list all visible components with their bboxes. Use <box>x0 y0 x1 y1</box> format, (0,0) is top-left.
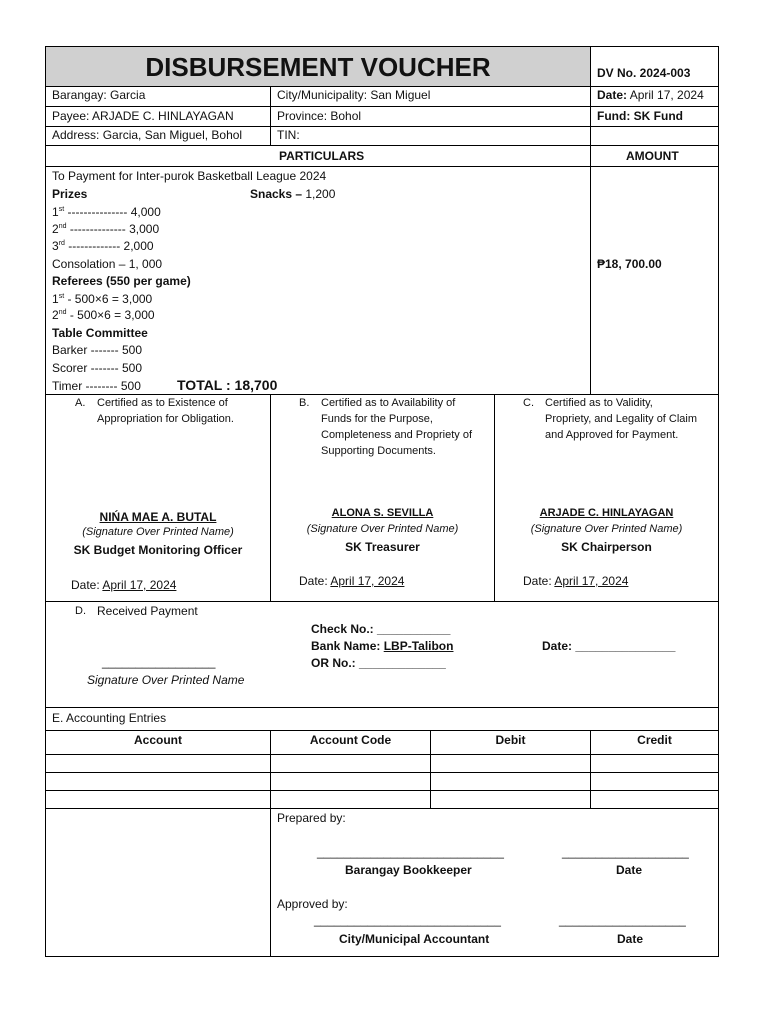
city-field: City/Municipality: San Miguel <box>277 88 431 102</box>
cert-b-text-1: Certified as to Availability of <box>321 397 456 409</box>
cert-b-text-4: Supporting Documents. <box>321 445 436 457</box>
prepared-by-label: Prepared by: <box>277 811 346 825</box>
prize-1-ordinal: 1 <box>52 205 59 219</box>
cert-a-sig-label: (Signature Over Printed Name) <box>82 526 234 538</box>
cert-b-letter: B. <box>299 397 310 409</box>
bank-name-label: Bank Name: <box>311 639 384 653</box>
cert-c-role: SK Chairperson <box>561 540 652 554</box>
particulars-heading: PARTICULARS <box>279 149 365 163</box>
cert-b-text-3: Completeness and Propriety of <box>321 429 473 441</box>
border-right <box>718 46 719 957</box>
cert-c-date-label: Date: <box>523 574 555 588</box>
col-credit: Credit <box>637 733 672 747</box>
table-committee-label: Table Committee <box>52 326 148 340</box>
cert-b-name: ALONA S. SEVILLA <box>331 507 434 519</box>
referees-label: Referees (550 per game) <box>52 274 191 288</box>
rule-h4 <box>45 145 719 146</box>
bookkeeper-line: ____________________________ <box>317 845 504 859</box>
rule-h3 <box>45 126 719 127</box>
scorer-line: Scorer ------- 500 <box>52 361 143 375</box>
bank-name-value: LBP-Talibon <box>383 639 454 653</box>
prize-1-sup: st <box>58 206 65 213</box>
voucher-title: DISBURSEMENT VOUCHER <box>145 52 491 82</box>
referee-2-sup: nd <box>58 309 67 316</box>
date-label: Date: <box>597 88 628 102</box>
barangay-field: Barangay: Garcia <box>52 88 146 102</box>
prize-1-amount: --------------- 4,000 <box>64 205 161 219</box>
cert-c-text-3: and Approved for Payment. <box>545 429 679 441</box>
cert-b-role: SK Treasurer <box>345 540 420 554</box>
prize-2-ordinal: 2 <box>52 222 59 236</box>
received-letter: D. <box>75 605 86 617</box>
referee-1-amount: - 500×6 = 3,000 <box>64 292 153 306</box>
cert-b-sig-label: (Signature Over Printed Name) <box>306 523 459 535</box>
or-no-field: OR No.: _____________ <box>311 656 446 670</box>
rule-v-cert1 <box>270 394 271 602</box>
cert-c-letter: C. <box>523 397 534 409</box>
rule-h8 <box>45 707 719 708</box>
date-value: April 17, 2024 <box>627 88 704 102</box>
cert-b-date <box>299 575 404 587</box>
prize-3-amount: ------------- 2,000 <box>64 239 154 253</box>
cert-a-role: SK Budget Monitoring Officer <box>73 543 243 557</box>
date-field <box>597 89 704 101</box>
barker-line: Barker ------- 500 <box>52 343 143 357</box>
cert-a-date-value: April 17, 2024 <box>102 578 177 592</box>
received-date-field: Date: _______________ <box>542 639 676 653</box>
check-no-field: Check No.: ___________ <box>311 622 451 636</box>
received-sig-line: _________________ <box>102 655 216 669</box>
col-account: Account <box>134 733 182 747</box>
referee-2-amount: - 500×6 = 3,000 <box>66 308 155 322</box>
prize-3-sup: rd <box>58 240 65 247</box>
date-label-1: Date <box>616 863 643 877</box>
rule-h1 <box>45 86 719 87</box>
cert-b-text-2: Funds for the Purpose, <box>321 413 433 425</box>
bookkeeper-label: Barangay Bookkeeper <box>345 863 472 877</box>
rule-h6 <box>45 394 719 395</box>
accountant-label: City/Municipal Accountant <box>339 932 490 946</box>
date-line-1: ___________________ <box>562 845 689 859</box>
rule-h12 <box>45 790 719 791</box>
prize-2-sup: nd <box>58 223 67 230</box>
cert-c-text-2: Propriety, and Legality of Claim <box>545 413 698 425</box>
dv-number: DV No. 2024-003 <box>597 66 691 80</box>
rule-v-info <box>270 86 271 146</box>
accountant-line: ____________________________ <box>314 913 501 927</box>
border-left <box>45 46 46 957</box>
rule-h5 <box>45 166 719 167</box>
cert-b-date-label: Date: <box>299 574 331 588</box>
tin-field: TIN: <box>277 128 300 142</box>
prize-2 <box>52 223 159 235</box>
border-top <box>45 46 719 47</box>
amount-value: ₱18, 700.00 <box>597 257 662 271</box>
cert-c-date-value: April 17, 2024 <box>554 574 629 588</box>
address-field: Address: Garcia, San Miguel, Bohol <box>52 128 243 142</box>
snacks-label: Snacks – <box>250 187 306 201</box>
cert-a-text-1: Certified as to Existence of <box>97 397 228 409</box>
referee-1 <box>52 293 152 305</box>
particulars-intro: To Payment for Inter-purok Basketball League 2024 <box>52 169 327 183</box>
cert-a-letter: A. <box>75 397 86 409</box>
total-line: TOTAL : 18,700 <box>177 377 278 393</box>
prize-1 <box>52 206 161 218</box>
received-sig-label: Signature Over Printed Name <box>87 673 245 687</box>
cert-a-date <box>71 579 176 591</box>
rule-h9 <box>45 730 719 731</box>
rule-h11 <box>45 772 719 773</box>
province-field: Province: Bohol <box>277 109 362 123</box>
snacks-line <box>250 188 335 200</box>
rule-h13 <box>45 808 719 809</box>
cert-a-name: NIŃA MAE A. BUTAL <box>99 510 217 524</box>
cert-c-date <box>523 575 628 587</box>
payee-field: Payee: ARJADE C. HINLAYAGAN <box>52 109 234 123</box>
received-label: Received Payment <box>97 604 198 618</box>
cert-c-sig-label: (Signature Over Printed Name) <box>530 523 683 535</box>
bank-name-field <box>311 640 453 652</box>
consolation-line: Consolation – 1, 000 <box>52 257 163 271</box>
prizes-label: Prizes <box>52 187 88 201</box>
rule-h10 <box>45 754 719 755</box>
border-bottom <box>45 956 719 957</box>
prize-3-ordinal: 3 <box>52 239 59 253</box>
approved-by-label: Approved by: <box>277 897 348 911</box>
timer-line: Timer -------- 500 <box>52 379 141 393</box>
referee-1-sup: st <box>58 293 65 300</box>
snacks-value: 1,200 <box>305 187 336 201</box>
rule-h7 <box>45 601 719 602</box>
cert-c-name: ARJADE C. HINLAYAGAN <box>539 507 674 519</box>
referee-2-ordinal: 2 <box>52 308 59 322</box>
cert-a-date-label: Date: <box>71 578 103 592</box>
cert-c-text-1: Certified as to Validity, <box>545 397 653 409</box>
referee-1-ordinal: 1 <box>52 292 59 306</box>
prize-2-amount: -------------- 3,000 <box>66 222 160 236</box>
referee-2 <box>52 309 155 321</box>
rule-v-cert2 <box>494 394 495 602</box>
fund-field: Fund: SK Fund <box>597 109 683 123</box>
cert-a-text-2: Appropriation for Obligation. <box>97 413 234 425</box>
rule-v-acct1 <box>270 730 271 957</box>
cert-b-date-value: April 17, 2024 <box>330 574 405 588</box>
rule-v-amount <box>590 46 591 395</box>
col-debit: Debit <box>495 733 526 747</box>
date-line-2: ___________________ <box>559 913 686 927</box>
col-account-code: Account Code <box>309 733 392 747</box>
prize-3 <box>52 240 154 252</box>
date-label-2: Date <box>617 932 644 946</box>
amount-heading: AMOUNT <box>626 149 679 163</box>
accounting-label: E. Accounting Entries <box>52 711 167 725</box>
rule-h2 <box>45 106 719 107</box>
